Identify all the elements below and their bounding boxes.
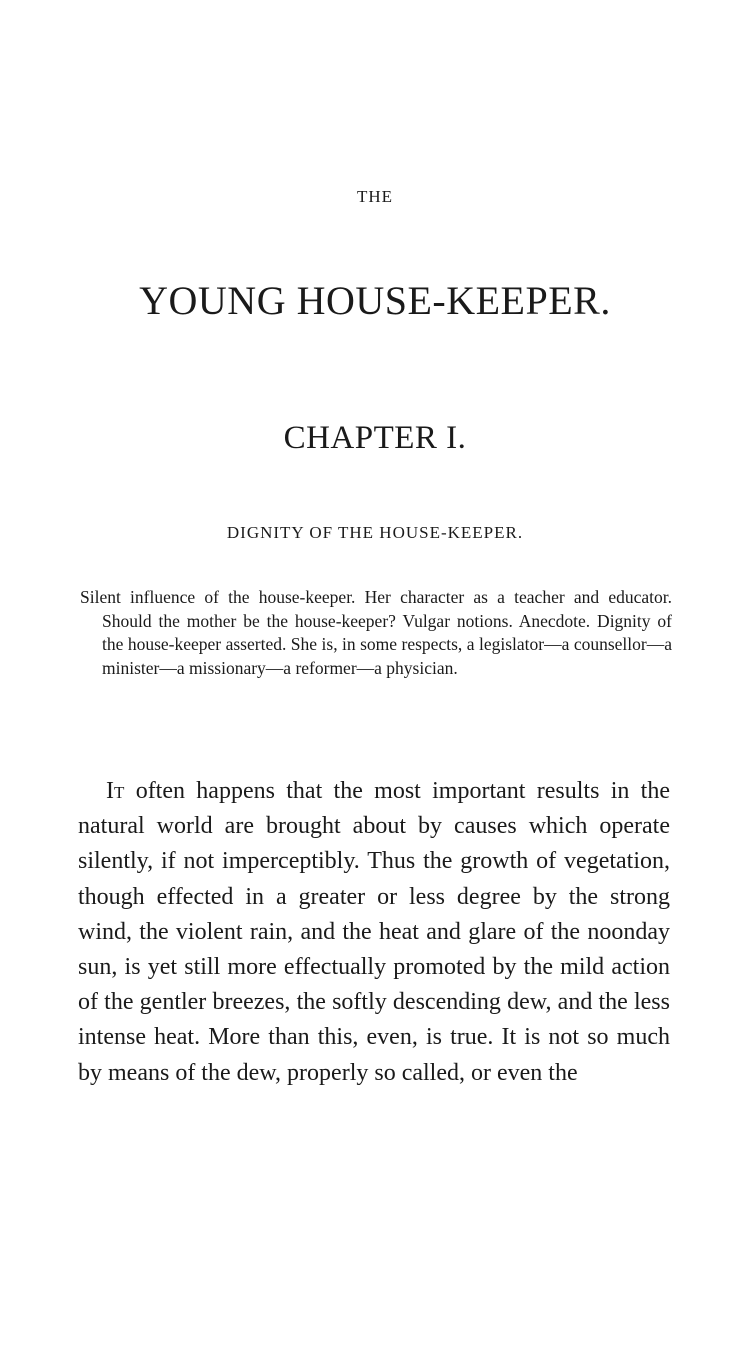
body-lead-word: It <box>106 778 125 804</box>
heading-the: THE <box>356 187 394 206</box>
chapter-title: CHAPTER I. <box>283 420 467 456</box>
body-text: often happens that the most important results in the natural world are brought about by causes which operate silently, if not imperceptibly. Thus the growth of vegetation, though effected in a greater or less degree by the strong wind, the violent rain, and the heat and glare of the noonday sun, is yet still more effectually promoted by the mild action of the gentler breezes, the softly descending dew, and the less intense heat. More than this, even, is true. It is not so much by means of the dew, properly so called, or even the <box>78 778 670 1086</box>
chapter-summary: Silent influence of the house-keeper. Her character as a teacher and educator. Should the mother be the house-keeper? Vulgar notions. Anecdote. Dignity of the house-keeper asserted. She is, in some respects, a legislator—a counsellor—a minister—a missionary—a reformer—a physician. <box>80 587 672 678</box>
book-title: YOUNG HOUSE-KEEPER. <box>139 278 611 323</box>
chapter-subtitle: DIGNITY OF THE HOUSE-KEEPER. <box>226 523 524 542</box>
body-paragraph <box>78 774 670 1091</box>
